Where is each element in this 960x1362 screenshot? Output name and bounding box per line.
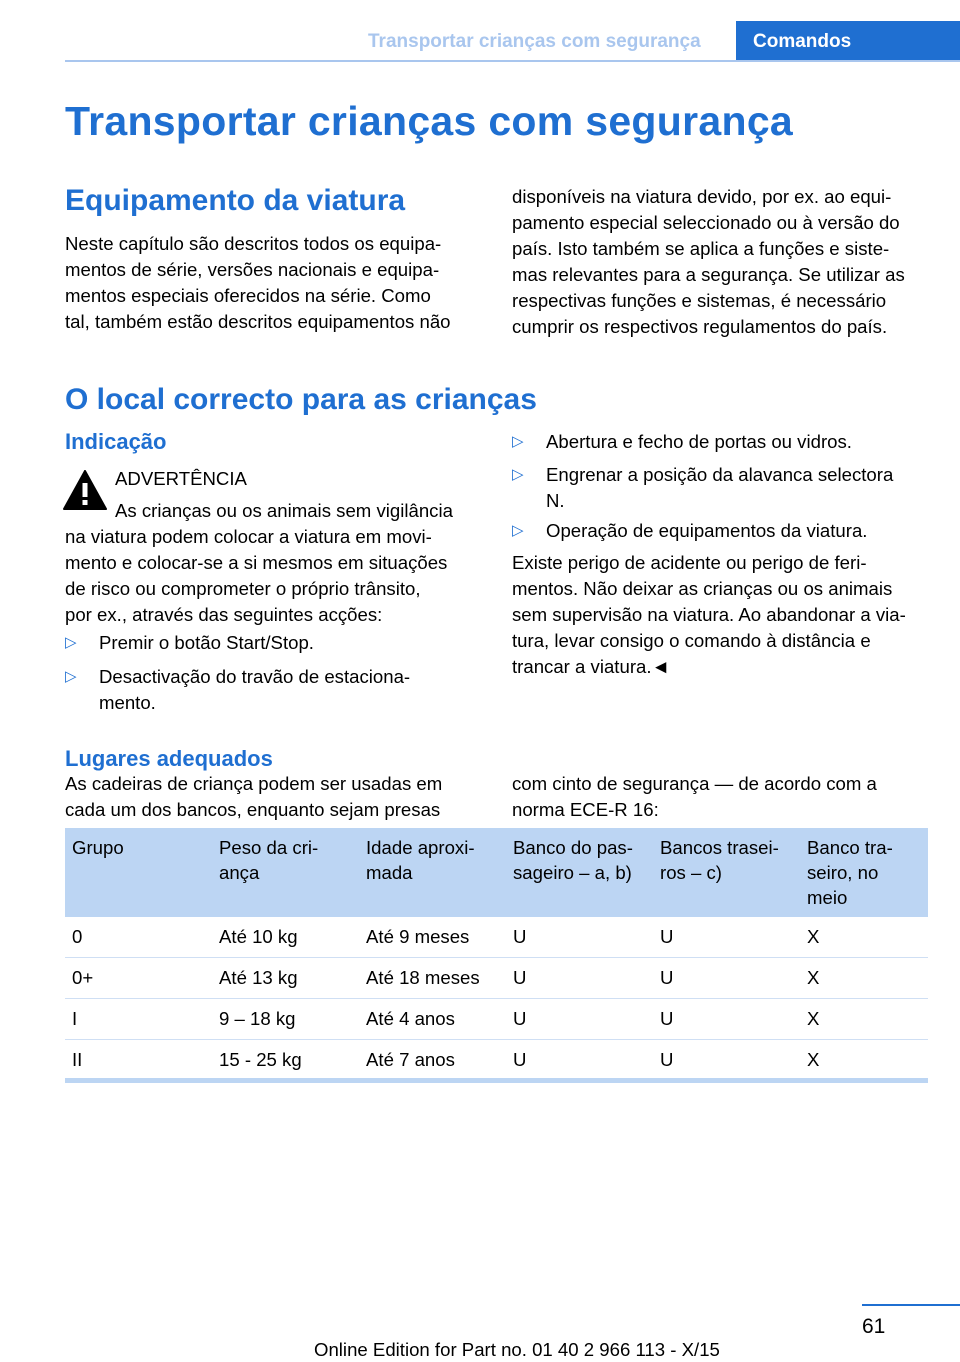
footer-edition-text: Online Edition for Part no. 01 40 2 966 113 - X/15	[314, 1339, 720, 1360]
table-cell: Até 13 kg	[212, 958, 359, 999]
table-cell: Até 4 anos	[359, 999, 506, 1040]
column-header: Idade aproxi- mada	[366, 837, 475, 883]
indication-heading: Indicação	[65, 429, 167, 454]
warning-closing-text: Existe perigo de acidente ou perigo de feri- mentos. Não deixar as crianças ou os animais sem supervisão na viatura. Ao abandonar a via- tura, levar consigo o comando à distância e trancar a viatura.◄	[512, 552, 906, 677]
child-seat-table	[65, 828, 928, 1080]
equipment-heading: Equipamento da viatura	[65, 184, 406, 217]
table-cell: U	[653, 999, 800, 1040]
bullet-triangle-icon: ▷	[512, 522, 524, 539]
equipment-text-left: Neste capítulo são descritos todos os equipa- mentos de série, versões nacionais e equipa- mentos especiais oferecidos na série. Como tal, também estão descritos equipamentos não	[65, 233, 451, 332]
table-row	[65, 1040, 928, 1081]
suitable-places-text-right: com cinto de segurança — de acordo com a norma ECE-R 16:	[512, 773, 877, 820]
table-row	[65, 917, 928, 958]
table-cell: U	[506, 917, 653, 958]
bullet-text: Desactivação do travão de estaciona- mento.	[99, 666, 411, 713]
table-cell: X	[800, 917, 928, 958]
column-header: Peso da cri- ança	[219, 837, 319, 883]
table-row	[65, 958, 928, 999]
chapter-tab: Comandos	[736, 21, 960, 61]
table-cell: II	[72, 1049, 83, 1070]
location-heading: O local correcto para as crianças	[65, 383, 537, 416]
table-cell: U	[506, 999, 653, 1040]
warning-first-line: As crianças ou os animais sem vigilância	[115, 500, 453, 521]
column-header: Banco do pas- sageiro – a, b)	[513, 837, 633, 883]
table-cell: Até 18 meses	[359, 958, 506, 999]
column-header: Grupo	[72, 837, 124, 858]
table-cell: U	[506, 958, 653, 999]
warning-triangle-icon	[63, 470, 107, 510]
table-cell: Até 7 anos	[366, 1049, 455, 1070]
table-cell: Até 9 meses	[359, 917, 506, 958]
table-cell: Até 10 kg	[212, 917, 359, 958]
bullet-text: Premir o botão Start/Stop.	[99, 632, 314, 653]
column-header: Banco tra- seiro, no meio	[807, 837, 893, 908]
page-number: 61	[862, 1315, 886, 1338]
bullet-text: Operação de equipamentos da viatura.	[546, 520, 868, 541]
bullet-triangle-icon: ▷	[512, 433, 524, 450]
suitable-places-text-left: As cadeiras de criança podem ser usadas em cada um dos bancos, enquanto sejam presas	[65, 773, 443, 820]
warning-label: ADVERTÊNCIA	[115, 468, 247, 489]
table-header-row	[65, 828, 928, 917]
table-cell: 9 – 18 kg	[212, 999, 359, 1040]
header-rule	[65, 60, 960, 62]
table-cell: U	[660, 1049, 674, 1070]
bullet-triangle-icon: ▷	[512, 466, 524, 483]
table-cell: X	[800, 999, 928, 1040]
table-bottom-rule	[65, 1078, 928, 1083]
footer-rule	[862, 1304, 960, 1306]
page-title: Transportar crianças com segurança	[65, 98, 794, 144]
column-header: Bancos trasei- ros – c)	[660, 837, 779, 883]
warning-text: na viatura podem colocar a viatura em movi- mento e colocar-se a si mesmos em situações de risco ou comprometer o próprio trânsito, por ex., através das seguintes acções:	[65, 526, 448, 625]
table-cell: 0	[65, 917, 212, 958]
table-row	[65, 999, 928, 1040]
table-cell: U	[513, 1049, 527, 1070]
table-cell: I	[65, 999, 212, 1040]
bullet-triangle-icon: ▷	[65, 668, 77, 685]
bullet-text: Engrenar a posição da alavanca selectora N.	[546, 464, 894, 511]
suitable-places-heading: Lugares adequados	[65, 746, 273, 771]
bullet-text: Abertura e fecho de portas ou vidros.	[546, 431, 852, 452]
running-header-section: Transportar crianças com segurança	[368, 31, 701, 52]
bullet-triangle-icon: ▷	[65, 634, 77, 651]
table-cell: X	[807, 1049, 820, 1070]
table-cell: U	[653, 917, 800, 958]
equipment-text-right: disponíveis na viatura devido, por ex. ao equi- pamento especial seleccionado ou à versão do país. Isto também se aplica a funções e siste- mas relevantes para a segurança. Se utilizar as respectivas funções e sistemas, é necessário cumprir os respectivos regulamentos do país.	[512, 186, 905, 337]
table-cell: U	[653, 958, 800, 999]
table-cell: 15 - 25 kg	[219, 1049, 302, 1070]
table-cell: X	[800, 958, 928, 999]
table-cell: 0+	[65, 958, 212, 999]
